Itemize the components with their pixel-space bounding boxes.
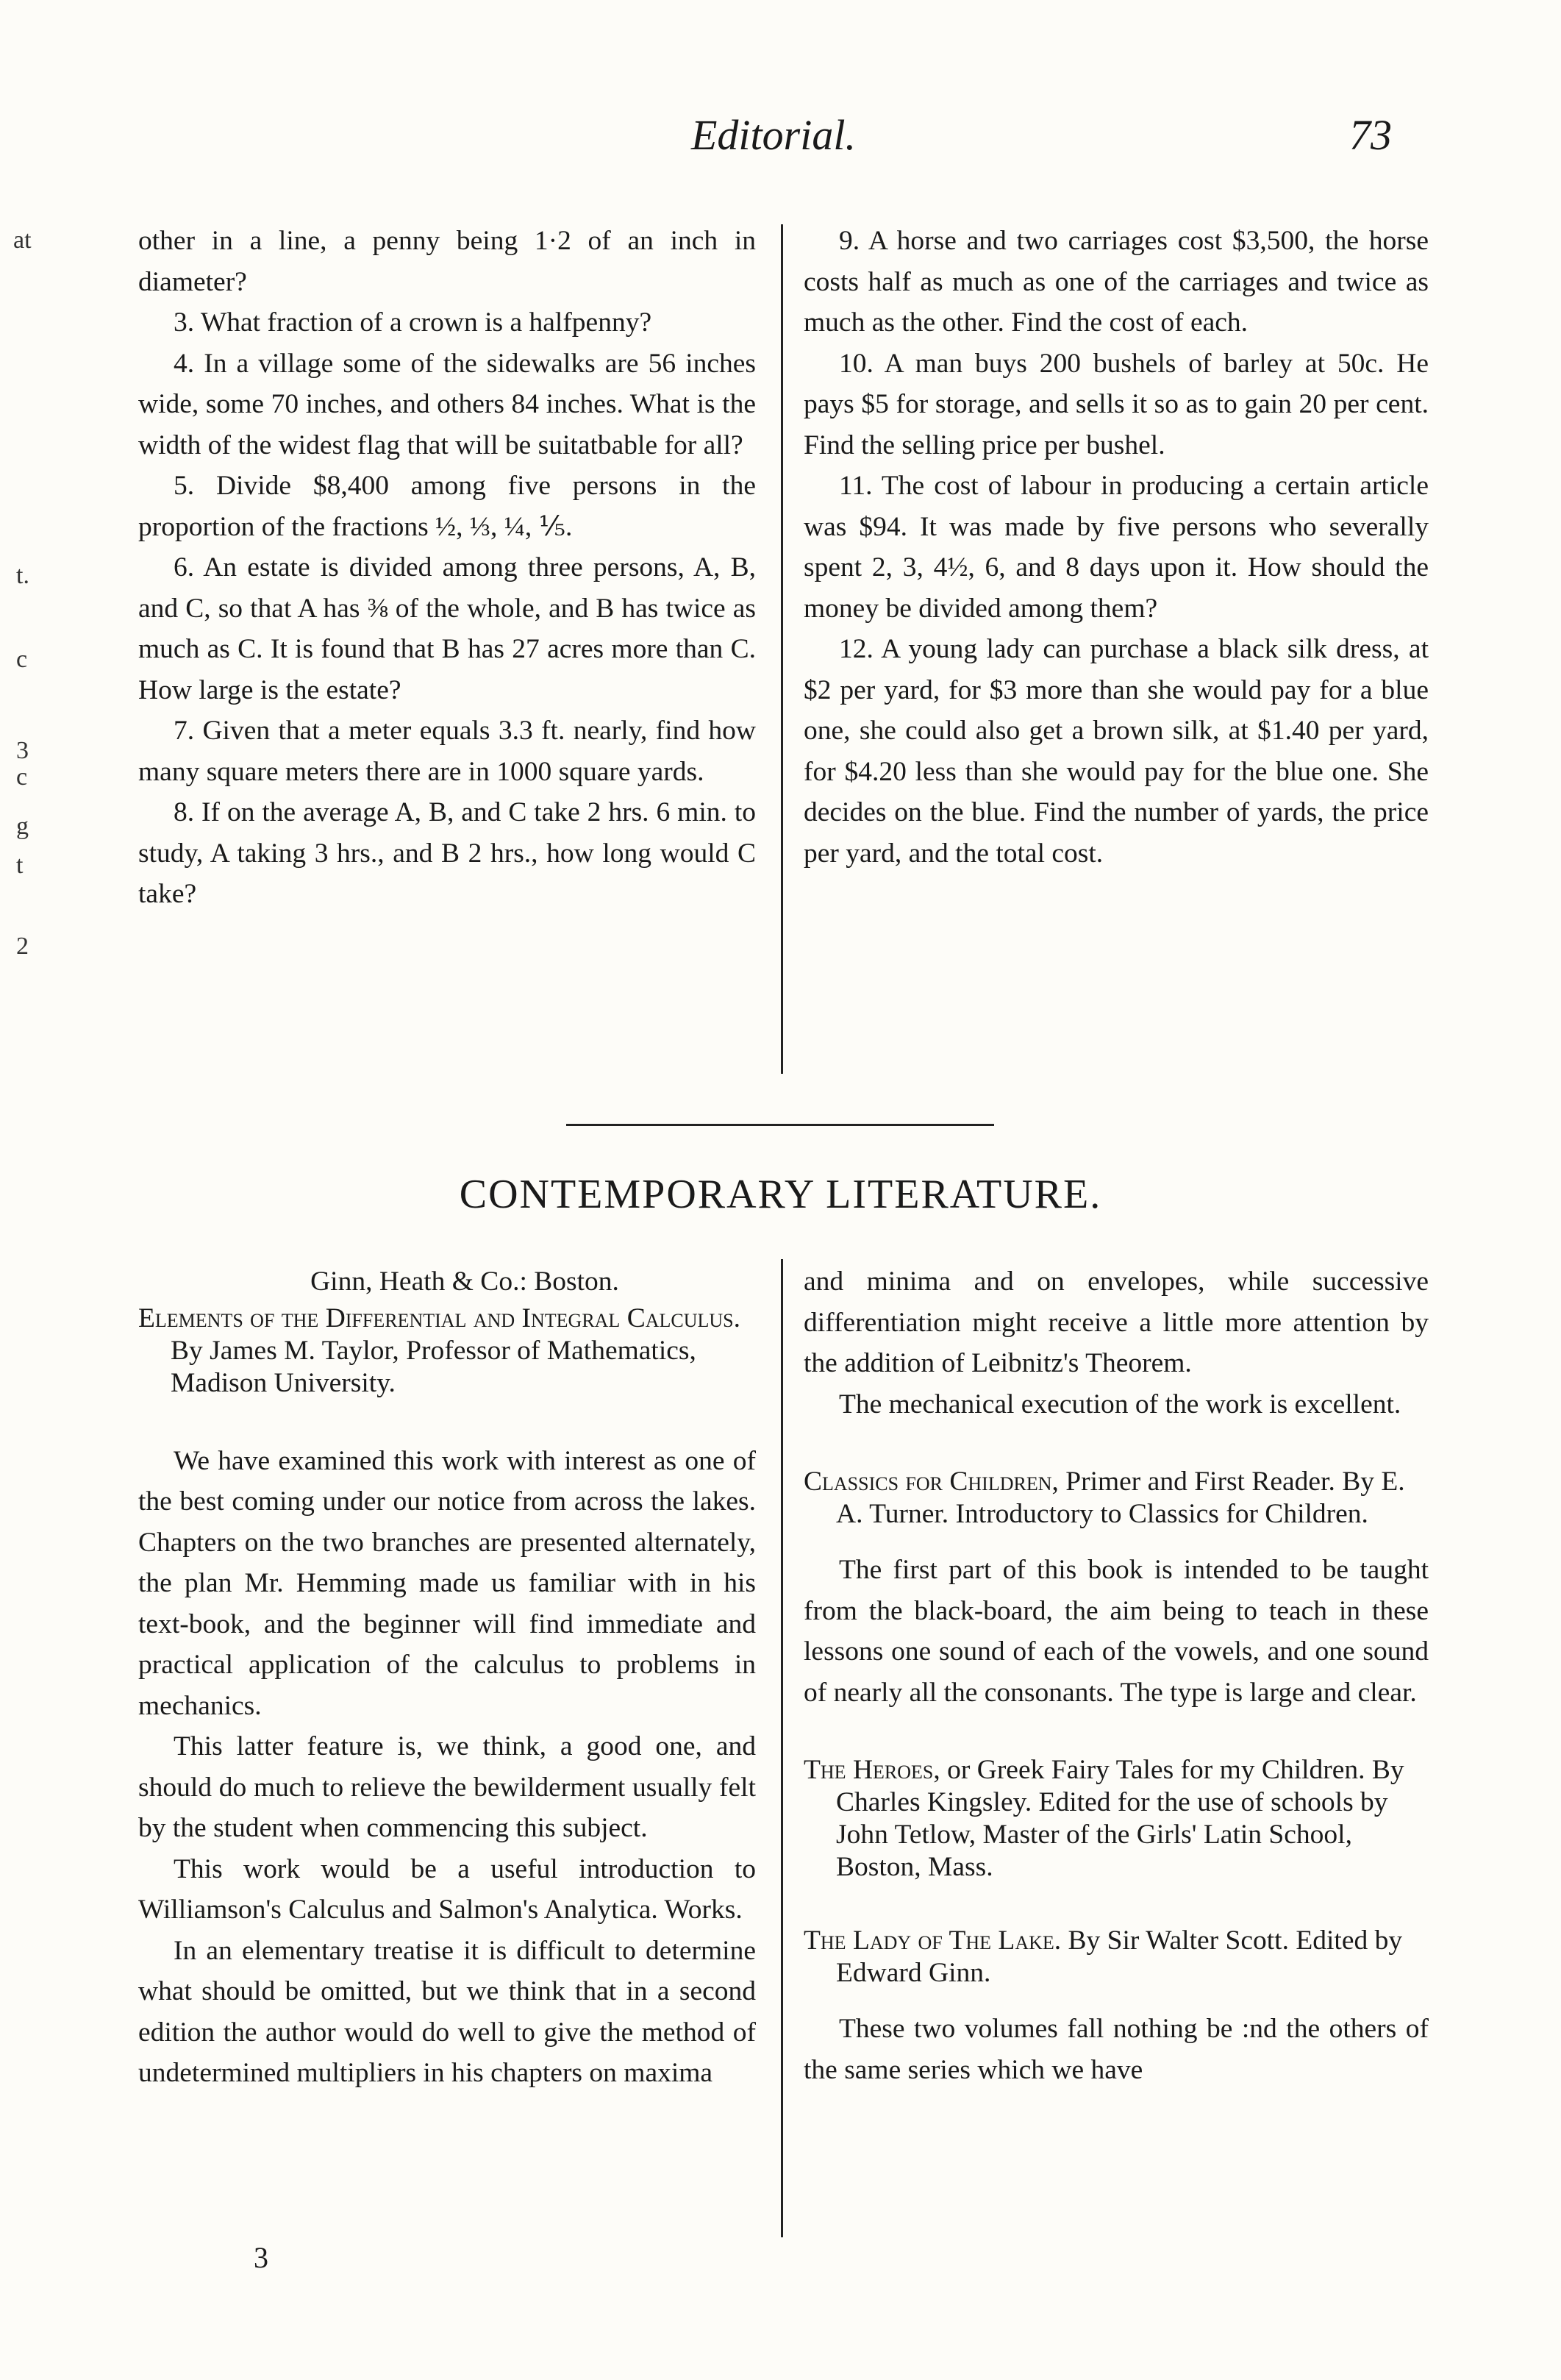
problem-text: other in a line, a penny being 1·2 of an inch in diameter? — [138, 226, 756, 297]
running-head: Editorial. — [691, 111, 856, 159]
problems-right-column — [804, 221, 1429, 874]
margin-fragment: t — [16, 852, 24, 879]
book-title: The Lady of The Lake. — [804, 1925, 1062, 1956]
problems-left-column — [138, 221, 756, 915]
review-paragraph: This work would be a useful introduction to Williamson's Calculus and Salmon's Analytica. Works. — [138, 1853, 756, 1925]
review-paragraph: We have examined this work with interest as one of the best coming under our notice from across the lakes. Chapters on the two branches are presented alternately, the plan Mr. Hemming made us familiar with in his text-book, and the beginner will find immediate and practical application of the calculus to problems in mechanics. — [138, 1445, 756, 1721]
problem-text: 8. If on the average A, B, and C take 2 hrs. 6 min. to study, A taking 3 hrs., and B 2 hrs., how long would C take? — [138, 797, 756, 909]
review-paragraph: The mechanical execution of the work is excellent. — [839, 1389, 1401, 1419]
review-paragraph: This latter feature is, we think, a good one, and should do much to relieve the bewilderment usually felt by the student when commencing this subject. — [138, 1731, 756, 1843]
problem-text: 3. What fraction of a crown is a halfpenny? — [174, 307, 652, 338]
review-paragraph: and minima and on envelopes, while successive differentiation might receive a little more attention by the addition of Leibnitz's Theorem. — [804, 1266, 1429, 1378]
margin-fragment: c — [16, 763, 28, 791]
section-title: CONTEMPORARY LITERATURE. — [459, 1172, 1102, 1217]
problem-text: 4. In a village some of the sidewalks are 56 inches wide, some 70 inches, and others 84 inches. What is the width of the widest flag that will be suitatbable for all? — [138, 348, 756, 460]
reviews-left-column — [138, 1261, 756, 2094]
review-paragraph: The first part of this book is intended to be taught from the black-board, the aim being to teach in these lessons one sound of each of the vowels, and one sound of nearly all the consonants. The type is large and clear. — [804, 1555, 1429, 1708]
problem-text: 9. A horse and two carriages cost $3,500, the horse costs half as much as one of the carriages and twice as much as the other. Find the cost of each. — [804, 226, 1429, 338]
margin-fragment: 3 — [16, 737, 29, 764]
book-entry — [804, 1925, 1429, 1989]
problem-text: 12. A young lady can purchase a black silk dress, at $2 per yard, for $3 more than she would pay for a blue one, she could also get a brown silk, at $1.40 per yard, for $4.20 less than she would pay for the blue one. She decides on the blue. Find the number of yards, the price per yard, and the total cost. — [804, 634, 1429, 869]
book-entry — [138, 1303, 756, 1400]
book-byline: or Greek Fairy Tales for my Children. By Charles Kingsley. Edited for the use of schools by John Tetlow, Master of the Girls' Latin School, Boston, Mass. — [836, 1755, 1404, 1882]
book-entry — [804, 1754, 1429, 1884]
column-divider — [781, 224, 783, 1074]
problem-text: 5. Divide $8,400 among five persons in the proportion of the fractions ½, ⅓, ¼, ⅕. — [138, 471, 756, 542]
page-number: 73 — [1349, 111, 1392, 159]
column-divider — [781, 1259, 783, 2237]
problem-text: 10. A man buys 200 bushels of barley at 50c. He pays $5 for storage, and sells it so as to gain 20 per cent. Find the selling price per bushel. — [804, 348, 1429, 460]
book-title: The Heroes, — [804, 1755, 940, 1785]
book-title: Classics for Children, — [804, 1467, 1059, 1497]
book-byline: Primer and First Reader. By E. A. Turner. Introductory to Classics for Children. — [836, 1467, 1405, 1529]
problem-text: 11. The cost of labour in producing a certain article was $94. It was made by five persons who severally spent 2, 3, 4½, 6, and 8 days upon it. How should the money be divided among them? — [804, 471, 1429, 624]
reviews-right-column — [804, 1261, 1429, 2090]
book-byline: By James M. Taylor, Professor of Mathematics, Madison University. — [171, 1335, 696, 1398]
problem-text: 6. An estate is divided among three persons, A, B, and C, so that A has ⅜ of the whole, and B has twice as much as C. It is found that B has 27 acres more than C. How large is the estate? — [138, 552, 756, 705]
section-rule — [566, 1124, 994, 1126]
book-byline: By Sir Walter Scott. Edited by Edward Ginn. — [836, 1925, 1403, 1988]
margin-fragment: g — [16, 813, 29, 840]
problem-text: 7. Given that a meter equals 3.3 ft. nearly, find how many square meters there are in 1000 square yards. — [138, 716, 756, 787]
book-entry — [804, 1466, 1429, 1531]
book-title: Elements of the Differential and Integral Calculus. — [138, 1303, 740, 1333]
margin-fragment: c — [16, 646, 28, 673]
margin-fragment: at — [13, 227, 32, 254]
signature-mark: 3 — [254, 2241, 268, 2274]
review-paragraph: These two volumes fall nothing be :nd the others of the same series which we have — [804, 2014, 1429, 2085]
publisher-line: Ginn, Heath & Co.: Boston. — [310, 1266, 619, 1297]
margin-fragment: 2 — [16, 933, 29, 960]
margin-fragment: t. — [16, 562, 29, 589]
review-paragraph: In an elementary treatise it is difficult to determine what should be omitted, but we think that in a second edition the author would do well to give the method of undetermined multipliers in his chapters on maxima — [138, 1935, 756, 2088]
